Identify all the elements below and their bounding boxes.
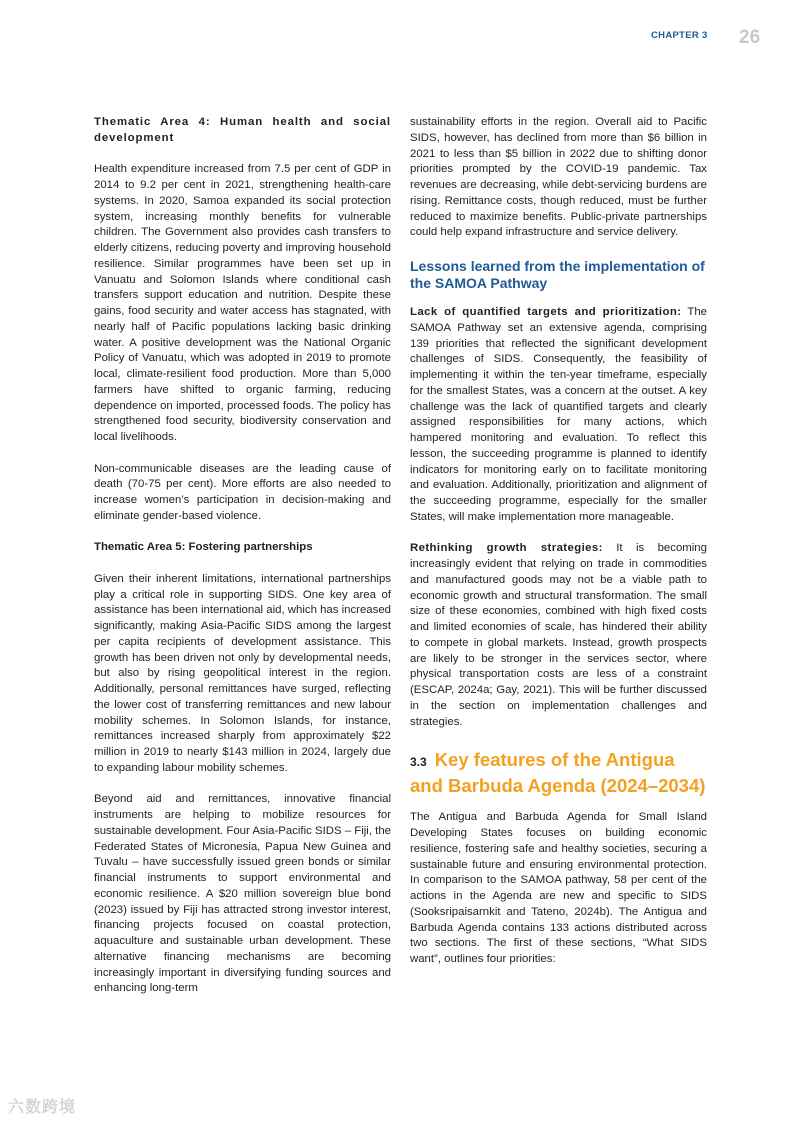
right-column (410, 115, 707, 984)
chapter-label: CHAPTER 3 (651, 30, 708, 41)
paragraph: Beyond aid and remittances, innovative financial instruments are helping to mobilize resources for sustainable development. Four Asia-Pacific SIDS – Fiji, the Federated States of Micronesia, Papua New Guinea and Tuvalu – have successfully issued green bonds or similar financial instruments to support environmental and economic resilience. A $20 million sovereign blue bond (2023) issued by Fiji has attracted strong investor interest, financing projects focused on coastal protection, aquaculture and sustainable urban development. These alternative financing mechanisms are becoming increasingly important in diversifying funding sources and enhancing long-term (94, 793, 391, 995)
paragraph: The Antigua and Barbuda Agenda for Small Island Developing States focuses on building economic resilience, fostering safe and healthy societies, securing a sustainable future and ensuring environmental protection. In comparison to the SAMOA pathway, 58 per cent of the actions in the Agenda are new and specific to SIDS (Sooksripaisarnkit and Tateno, 2024b). The Antigua and Barbuda Agenda contains 133 actions distributed across two sections. The first of these sections, “What SIDS want”, outlines four priorities: (410, 811, 707, 965)
paragraph: Health expenditure increased from 7.5 per cent of GDP in 2014 to 9.2 per cent in 2021, strengthening health-care systems. In 2020, Samoa expanded its social protection system, increasing monthly benefits for vulnerable children. The Government also provides cash transfers to elderly citizens, reducing poverty and improving household resilience. Similar programmes have been set up in Vanuatu and Solomon Islands where conditional cash transfers support education and nutrition. Despite these gains, food security and water access has stagnated, with nearly half of Pacific populations lacking basic drinking water. A positive development was the National Organic Policy of Vanuatu, which was adopted in 2019 to promote local, climate-resilient food production. More than 5,000 farmers have shifted to organic farming, reducing dependence on imported, processed foods. The policy has strengthened food security, biodiversity conservation and local livelihoods. (94, 163, 391, 443)
lesson-body: It is becoming increasingly evident that relying on trade in commodities and manufactured goods may not be a viable path to economic growth and structural transformation. The small size of these economies, combined with high fixed costs and limited economies of scale, has hindered their ability to compete in global markets. Instead, growth prospects are likely to be stronger in the services sector, where physical transportation costs are less of a constraint (ESCAP, 2024a; Gay, 2021). This will be further discussed in the section on implementation challenges and strategies. (410, 542, 707, 728)
paragraph: sustainability efforts in the region. Overall aid to Pacific SIDS, however, has declined from more than $6 billion in 2021 to less than $5 billion in 2022 due to shifting donor priorities prompted by the COVID-19 pandemic. Tax revenues are decreasing, while debt-servicing burdens are rising. Remittance costs, though reduced, must be further reduced to maximize benefits. Public-private partnerships could help expand infrastructure and service delivery. (410, 116, 707, 239)
section-heading (410, 748, 707, 798)
lesson-body: The SAMOA Pathway set an extensive agenda, comprising 139 priorities that reflected the significant development challenges of SIDS. Consequently, the feasibility of implementing it within the ten-year timeframe, especially for the smallest States, was a concern at the outset. A key challenge was the lack of quantified targets and clearly assigned responsibilities for many actions, which hampered monitoring and evaluation. To reflect this lesson, the succeeding programme is planned to identify indicators for monitoring early on to facilitate monitoring and evaluation. Additionally, prioritization and alignment of the succeeding programme, especially for the smaller States, will make implementation more manageable. (410, 306, 708, 523)
lesson-paragraph (410, 541, 707, 730)
left-column (94, 115, 391, 1013)
thematic-area-5-heading: Thematic Area 5: Fostering partnerships (94, 541, 313, 554)
section-title: Key features of the Antigua and Barbuda Agenda (2024–2034) (410, 749, 706, 797)
thematic-area-4-heading: Thematic Area 4: Human health and social development (94, 116, 391, 144)
watermark-logo: 六数跨境 (8, 1099, 77, 1116)
paragraph: Non-communicable diseases are the leading cause of death (70-75 per cent). More efforts are also needed to increase women’s participation in decision-making and eliminate gender-based violence. (94, 462, 391, 522)
lessons-heading: Lessons learned from the implementation of the SAMOA Pathway (410, 258, 705, 291)
lesson-lead: Rethinking growth strategies: (410, 542, 603, 555)
paragraph: Given their inherent limitations, international partnerships play a critical role in supporting SIDS. One key area of assistance has been international aid, which has increased significantly, making Asia-Pacific SIDS among the largest per capita recipients of development assistance. This growth has been driven not only by developmental needs, but also by rising geopolitical interest in the region. Additionally, personal remittances have surged, reflecting the lower cost of transferring remittances and new labour mobility schemes. In Solomon Islands, for instance, remittances increased sharply from approximately $22 million in 2019 to nearly $143 million in 2024, largely due to expanding labour mobility schemes. (94, 572, 391, 774)
lesson-lead: Lack of quantified targets and prioritization: (410, 306, 682, 318)
page-number: 26 (739, 27, 761, 48)
lesson-paragraph (410, 305, 707, 526)
section-number: 3.3 (410, 755, 427, 770)
